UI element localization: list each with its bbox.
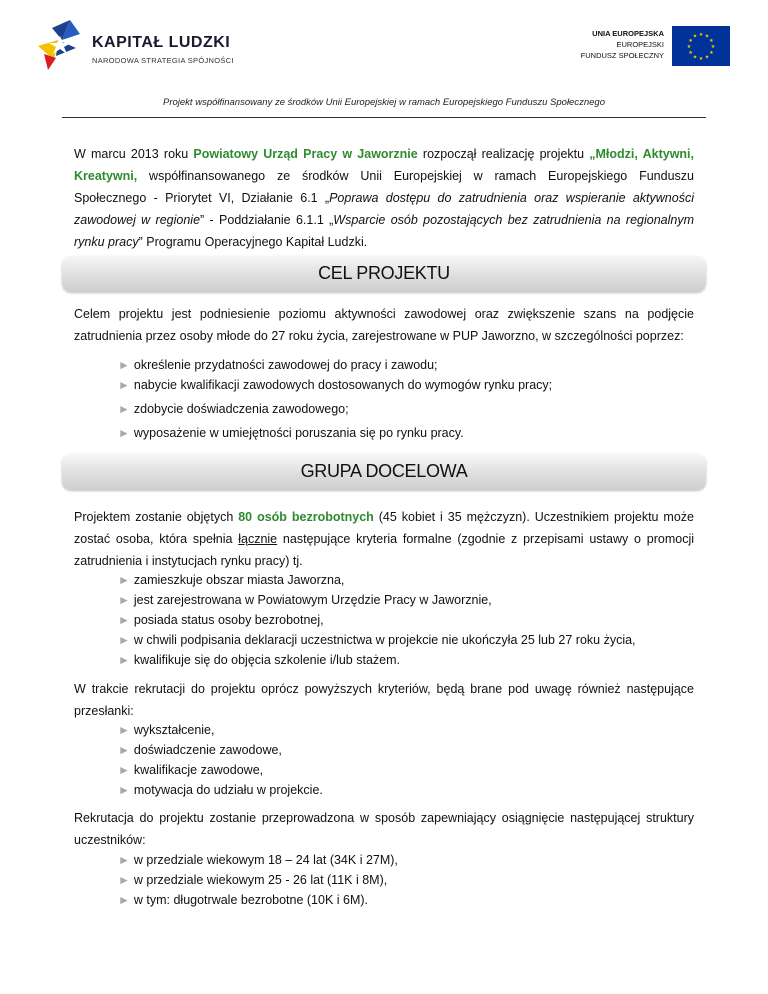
list-item: ► posiada status osoby bezrobotnej, [118, 613, 324, 627]
intro-text-4: ” - Poddziałanie 6.1.1 „ [200, 213, 334, 227]
structure-list [118, 850, 708, 910]
list-item: ► w przedziale wiekowym 18 – 24 lat (34K i 27M), [118, 853, 398, 867]
grupa-text-c: (45 kobiet i 35 mężczyzn). Uczestnikiem projektu może zostać osoba, która spełnia [74, 510, 695, 546]
eu-star-icon: ★ [686, 44, 692, 50]
list-item: ► doświadczenie zawodowe, [118, 743, 282, 757]
criteria-list [118, 570, 708, 670]
list-item: ► kwalifikacje zawodowe, [118, 763, 264, 777]
eu-star-icon: ★ [688, 50, 693, 56]
intro-text-1: W marcu 2013 roku [74, 147, 194, 161]
kapital-ludzki-subtitle: NARODOWA STRATEGIA SPÓJNOŚCI [92, 56, 234, 65]
bullet-arrow-icon: ► [118, 426, 130, 440]
section-bar-grupa [62, 454, 706, 490]
intro-text-3: współfinansowanego ze środków Unii Europejskiej w ramach Europejskiego Funduszu Społecznego - Priorytet VI, Działanie 6.1 „ [74, 169, 694, 205]
project-name: „Młodzi, Aktywni, Kreatywni, [74, 147, 694, 183]
participants-count: 80 osób bezrobotnych [238, 510, 374, 524]
list-item: ► w przedziale wiekowym 25 - 26 lat (11K i 8M), [118, 873, 388, 887]
eu-line-1: UNIA EUROPEJSKA [592, 29, 664, 38]
eu-star-icon: ★ [704, 54, 710, 61]
bullet-arrow-icon: ► [118, 633, 130, 647]
funding-statement: Projekt współfinansowany ze środków Unii Europejskiej w ramach Europejskiego Funduszu Społecznego [163, 97, 605, 108]
intro-text-5: ” Programu Operacyjnego Kapitał Ludzki. [138, 235, 368, 249]
eu-star-icon: ★ [698, 56, 704, 62]
office-name: Powiatowy Urząd Pracy w Jaworznie [193, 147, 418, 161]
cel-paragraph: Celem projektu jest podniesienie poziomu aktywności zawodowej oraz zwiększenie szans na podjęcie zatrudnienia przez osoby młode do 27 roku życia, zarejestrowane w PUP Jaworzno, w szczególności poprzez: [74, 307, 694, 343]
eu-star-icon: ★ [710, 44, 716, 50]
header-divider [62, 117, 706, 118]
subaction-title: Wsparcie osób pozostających bez zatrudnienia na regionalnym rynku pracy [74, 213, 694, 249]
list-item: ► wyposażenie w umiejętności poruszania się po rynku pracy. [118, 426, 464, 440]
intro-text-2: rozpoczął realizację projektu [417, 147, 590, 161]
bullet-arrow-icon: ► [118, 763, 130, 777]
eu-star-icon: ★ [704, 33, 710, 40]
eu-star-icon: ★ [698, 32, 704, 38]
eu-flag-icon [672, 26, 730, 66]
bullet-arrow-icon: ► [118, 743, 130, 757]
bullet-arrow-icon: ► [118, 723, 130, 737]
section-bar-cel [62, 256, 706, 292]
bullet-arrow-icon: ► [118, 573, 130, 587]
page-header [0, 0, 768, 120]
list-item: ► motywacja do udziału w projekcie. [118, 783, 323, 797]
eu-star-icon: ★ [688, 38, 693, 44]
bullet-arrow-icon: ► [118, 378, 130, 392]
list-item: ► jest zarejestrowana w Powiatowym Urzędzie Pracy w Jaworznie, [118, 593, 492, 607]
bullet-arrow-icon: ► [118, 783, 130, 797]
bullet-arrow-icon: ► [118, 593, 130, 607]
eu-logo [548, 18, 730, 74]
eu-star-icon: ★ [709, 50, 714, 56]
kapital-ludzki-emblem-icon [36, 14, 88, 76]
list-item: ► w tym: długotrwale bezrobotne (10K i 6M). [118, 893, 369, 907]
bullet-arrow-icon: ► [118, 653, 130, 667]
section-title-grupa: GRUPA DOCELOWA [300, 461, 468, 481]
bullet-arrow-icon: ► [118, 893, 130, 907]
kapital-ludzki-logo [36, 14, 266, 76]
bullet-arrow-icon: ► [118, 402, 130, 416]
kapital-ludzki-title: KAPITAŁ LUDZKI [92, 34, 231, 51]
intro-paragraph [74, 143, 694, 253]
section-title-cel: CEL PROJEKTU [318, 263, 450, 283]
eu-logo-text [581, 28, 664, 61]
list-item: ► zdobycie doświadczenia zawodowego; [118, 402, 349, 416]
cel-list [118, 355, 708, 443]
action-title: Poprawa dostępu do zatrudnienia oraz wspieranie aktywności zawodowej w regionie [74, 191, 694, 227]
grupa-paragraph-1 [74, 506, 694, 572]
eu-star-icon: ★ [692, 33, 698, 40]
grupa-text-a: Projektem zostanie objętych [74, 510, 239, 524]
grupa-text-e: następujące kryteria formalne (zgodnie z przepisami ustawy o promocji zatrudnienia i instytucjach rynku pracy) tj. [74, 532, 694, 568]
eu-line-2: EUROPEJSKI [616, 40, 664, 49]
list-item: ► wykształcenie, [118, 723, 215, 737]
list-item: ► określenie przydatności zawodowej do pracy i zawodu; [118, 358, 438, 372]
bullet-arrow-icon: ► [118, 358, 130, 372]
bullet-arrow-icon: ► [118, 613, 130, 627]
bullet-arrow-icon: ► [118, 873, 130, 887]
list-item: ► nabycie kwalifikacji zawodowych dostosowanych do wymogów rynku pracy; [118, 378, 553, 392]
grupa-paragraph-2: W trakcie rekrutacji do projektu oprócz powyższych kryteriów, będą brane pod uwagę również następujące przesłanki: [74, 682, 694, 718]
eu-line-3: FUNDUSZ SPOŁECZNY [580, 51, 664, 60]
eu-star-icon: ★ [692, 54, 698, 61]
underlined-word: łącznie [238, 532, 278, 546]
bullet-arrow-icon: ► [118, 853, 130, 867]
premises-list [118, 720, 708, 800]
list-item: ► w chwili podpisania deklaracji uczestnictwa w projekcie nie ukończyła 25 lub 27 roku życia, [118, 633, 636, 647]
eu-star-icon: ★ [709, 38, 714, 44]
grupa-paragraph-3: Rekrutacja do projektu zostanie przeprowadzona w sposób zapewniający osiągnięcie następującej struktury uczestników: [74, 811, 694, 847]
list-item: ► kwalifikuje się do objęcia szkolenie i/lub stażem. [118, 653, 400, 667]
list-item: ► zamieszkuje obszar miasta Jaworzna, [118, 573, 345, 587]
